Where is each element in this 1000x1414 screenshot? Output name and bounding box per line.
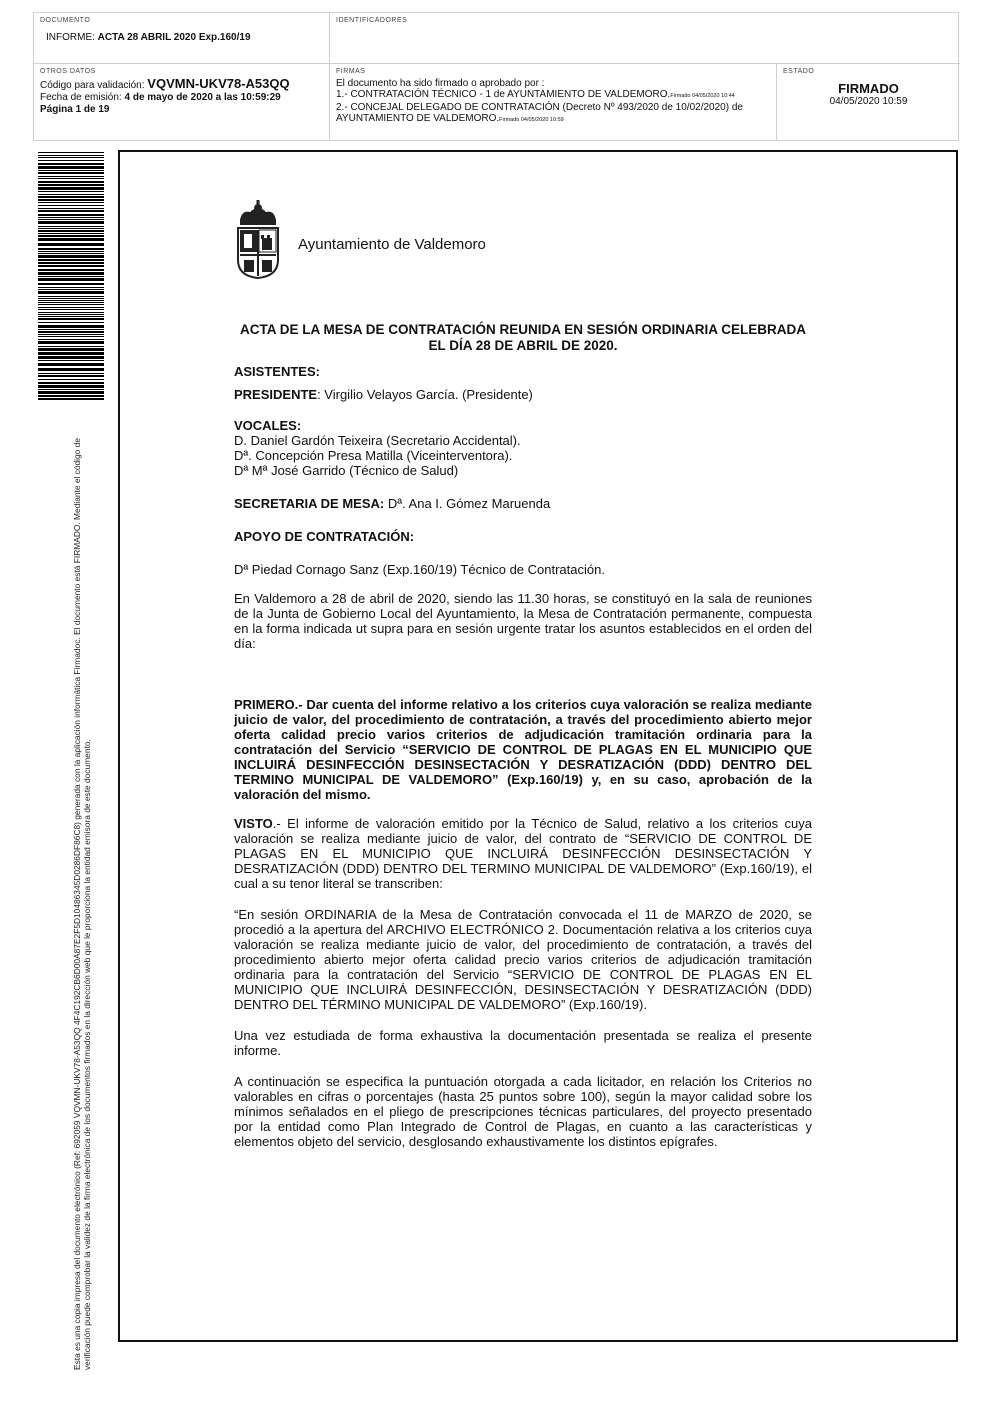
- vocal-1: D. Daniel Gardón Teixeira (Secretario Accidental).: [234, 433, 521, 448]
- secretaria-line: SECRETARIA DE MESA: Dª. Ana I. Gómez Maruenda: [234, 496, 551, 511]
- estado-caption: ESTADO: [783, 68, 815, 75]
- paragraph-valdemoro: En Valdemoro a 28 de abril de 2020, siendo las 11.30 horas, se constituyó en la sala de reuniones de la Junta de Gobierno Local del Ayuntamiento, la Mesa de Contratación permanente, compuesta en la forma indicada ut supra para en sesión urgente tratar los asuntos establecidos en el orden del día:: [234, 591, 812, 651]
- verification-side-note: Esta es una copia impresa del documento electrónico (Ref: 692059 VQVMN-UKV78-A53QQ 4F4C192CB6D00A87E2F5D10486345D0286DF86C8) generada con la aplicación informática Firmadoc. El documento está FIRMADO. Mediante el código de verificación puede comprobar la validez de la firma electrónica de los documentos firmados en la dirección web que le proporciona la entidad emisora de este documento.: [72, 438, 92, 1370]
- coat-of-arms-icon: [234, 198, 282, 280]
- pagina-line: Página 1 de 19: [40, 104, 110, 115]
- codigo-line: Código para validación: VQVMN-UKV78-A53QQ: [40, 76, 290, 91]
- apoyo-value: Dª Piedad Cornago Sanz (Exp.160/19) Técnico de Contratación.: [234, 562, 605, 577]
- firma-1: 1.- CONTRATACIÓN TÉCNICO - 1 de AYUNTAMIENTO DE VALDEMORO.Firmado 04/05/2020 10:44: [336, 89, 735, 100]
- document-body: [234, 322, 812, 1149]
- visto-paragraph: VISTO.- El informe de valoración emitido por la Técnico de Salud, relativo a los criterios cuya valoración se realiza mediante juicio de valor, del contrato de “SERVICIO DE CONTROL DE PLAGAS EN EL MUNICIPIO QUE INCLUIRÁ DESINFECCIÓN DESINSECTACIÓN Y DESRATIZACIÓN (DDD) DENTRO DEL TERMINO MUNICIPAL DE VALDEMORO” (Exp.160/19), el cual a su tenor literal se transcriben:: [234, 816, 812, 891]
- presidente-line: PRESIDENTE: Virgilio Velayos García. (Presidente): [234, 387, 533, 402]
- estado-cell: [777, 63, 960, 141]
- logo-text: Ayuntamiento de Valdemoro: [298, 236, 486, 253]
- firmas-cell: [330, 63, 777, 141]
- estado-date: 04/05/2020 10:59: [829, 96, 908, 107]
- primero-paragraph: PRIMERO.- Dar cuenta del informe relativo a los criterios cuya valoración se realiza mediante juicio de valor, del procedimiento de contratación, a través del procedimiento abierto mejor oferta calidad precio varios criterios de adjudicación tramitación ordinaria para la contratación del Servicio “SERVICIO DE CONTROL DE PLAGAS EN EL MUNICIPIO QUE INCLUIRÁ DESINFECCIÓN DESINSECTACIÓN Y DESRATIZACIÓN (DDD) DENTRO DEL TERMINO MUNICIPAL DE VALDEMORO” (Exp.160/19) y, en su caso, aprobación de la valoración del mismo.: [234, 697, 812, 802]
- paragraph-sesion: “En sesión ORDINARIA de la Mesa de Contratación convocada el 11 de MARZO de 2020, se procedió a la apertura del ARCHIVO ELECTRÓNICO 2. Documentación relativa a los criterios cuya valoración se realiza mediante juicio de valor, del procedimiento de contratación, a través del procedimiento abierto mejor oferta calidad precio varios criterios de adjudicación tramitación ordinaria para la contratación del Servicio “SERVICIO DE CONTROL DE PLAGAS EN EL MUNICIPIO QUE INCLUIRÁ DESINFECCIÓN, DESINSECTACIÓN Y DESRATIZACIÓN (DDD) DENTRO DEL TÉRMINO MUNICIPAL DE VALDEMORO” (Exp.160/19).: [234, 907, 812, 1012]
- firmas-list: El documento ha sido firmado o aprobado por : 1.- CONTRATACIÓN TÉCNICO - 1 de AYUNTAMIENTO DE VALDEMORO.Firmado 04/05/2020 10:44 2.- CONCEJAL DELEGADO DE CONTRATACIÓN (Decreto Nº 493/2020 de 10/02/2020) de AYUNTAMIENTO DE VALDEMORO.Firmado 04/05/2020 10:59: [336, 78, 770, 126]
- paragraph-estudiada: Una vez estudiada de forma exhaustiva la documentación presentada se realiza el presente informe.: [234, 1028, 812, 1058]
- document-header: [33, 12, 959, 141]
- vocal-3: Dª Mª José Garrido (Técnico de Salud): [234, 463, 459, 478]
- identificadores-caption: IDENTIFICADORES: [336, 17, 408, 24]
- vocal-2: Dª. Concepción Presa Matilla (Viceinterventora).: [234, 448, 513, 463]
- document-title: ACTA DE LA MESA DE CONTRATACIÓN REUNIDA EN SESIÓN ORDINARIA CELEBRADA EL DÍA 28 DE ABRIL DE 2020.: [239, 322, 806, 353]
- firmas-caption: FIRMAS: [336, 68, 366, 75]
- barcode-icon: [38, 152, 104, 400]
- asistentes-heading: ASISTENTES:: [234, 364, 320, 379]
- validation-code: VQVMN-UKV78-A53QQ: [147, 76, 290, 91]
- firma-2: 2.- CONCEJAL DELEGADO DE CONTRATACIÓN (Decreto Nº 493/2020 de 10/02/2020) de AYUNTAMIENTO DE VALDEMORO.Firmado 04/05/2020 10:59: [336, 102, 743, 124]
- vocales-heading: VOCALES:: [234, 418, 302, 433]
- otros-datos-cell: [34, 63, 330, 141]
- identificadores-cell: [330, 13, 960, 63]
- documento-caption: DOCUMENTO: [40, 17, 91, 24]
- otros-caption: OTROS DATOS: [40, 68, 96, 75]
- fecha-line: Fecha de emisión: 4 de mayo de 2020 a las 10:59:29: [40, 92, 281, 103]
- paragraph-continuacion: A continuación se especifica la puntuación otorgada a cada licitador, en relación los Criterios no valorables en cifras o porcentajes (hasta 25 puntos sobre 100), según la mayor calidad sobre los mínimos señalados en el pliego de prescripciones técnicas particulares, del proyecto presentado por la entidad como Plan Integrado de Control de Plagas, en cuanto a las características y elementos objeto del servicio, desglosando exhaustivamente los distintos epígrafes.: [234, 1074, 812, 1149]
- documento-cell: [34, 13, 330, 63]
- apoyo-heading: APOYO DE CONTRATACIÓN:: [234, 529, 415, 544]
- estado-value: FIRMADO: [838, 81, 899, 96]
- documento-value: INFORME: ACTA 28 ABRIL 2020 Exp.160/19: [46, 32, 251, 43]
